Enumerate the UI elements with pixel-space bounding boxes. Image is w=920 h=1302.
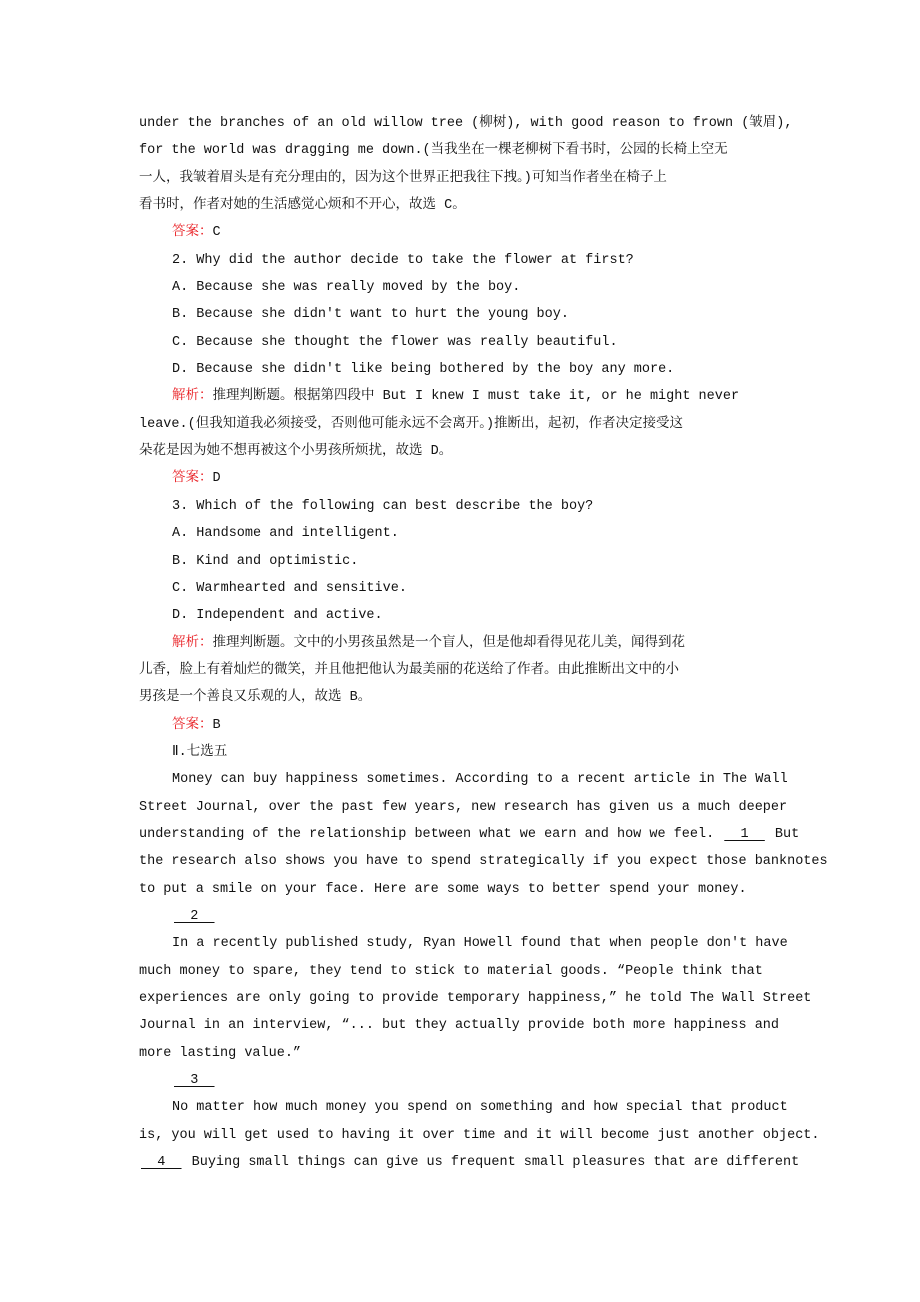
line-text: C	[212, 225, 221, 241]
text-line	[139, 493, 839, 520]
line-text: 儿香，脸上有着灿烂的微笑，并且他把他认为最美丽的花送给了作者。由此推断出文中的小	[139, 662, 679, 678]
line-text: A. Handsome and intelligent.	[172, 526, 399, 542]
text-line	[139, 1122, 839, 1149]
line-text: 看书时，作者对她的生活感觉心烦和不开心，故选 C。	[139, 198, 466, 214]
text-line	[139, 274, 839, 301]
line-text: to put a smile on your face. Here are some ways to better spend your money.	[139, 881, 747, 897]
text-line	[139, 465, 839, 492]
text-line	[139, 438, 839, 465]
text-line	[139, 110, 839, 137]
line-text: 3. Which of the following can best describe the boy?	[172, 498, 594, 514]
line-text: B. Kind and optimistic.	[172, 553, 359, 569]
line-text: D. Independent and active.	[172, 608, 383, 624]
text-line	[139, 356, 839, 383]
text-line	[139, 630, 839, 657]
line-text: No matter how much money you spend on something and how special that product	[172, 1100, 788, 1116]
text-line	[139, 930, 839, 957]
answer-label: 答案：	[172, 717, 213, 733]
text-line	[139, 985, 839, 1012]
text-line	[139, 1094, 839, 1121]
line-text: B	[212, 717, 221, 733]
text-line	[139, 219, 839, 246]
line-text: C. Because she thought the flower was really beautiful.	[172, 334, 618, 350]
line-text: 男孩是一个善良又乐观的人，故选 B。	[139, 690, 372, 706]
line-text: Money can buy happiness sometimes. According to a recent article in The Wall	[172, 772, 788, 788]
text-line	[139, 794, 839, 821]
line-text: experiences are only going to provide temporary happiness,” he told The Wall Street	[139, 991, 812, 1006]
text-line	[139, 383, 839, 410]
line-text: 一人，我皱着眉头是有充分理由的，因为这个世界正把我往下拽。)可知当作者坐在椅子上	[139, 170, 667, 186]
blank-number: 2	[174, 908, 215, 924]
text-line	[139, 548, 839, 575]
text-line	[139, 821, 839, 848]
text-line	[139, 329, 839, 356]
line-text: under the branches of an old willow tree (柳树), with good reason to frown (皱眉),	[139, 116, 793, 131]
text-line	[139, 301, 839, 328]
line-text: Buying small things can give us frequent small pleasures that are different	[183, 1155, 800, 1171]
text-line	[139, 165, 839, 192]
text-line	[139, 684, 839, 711]
text-line	[139, 1149, 839, 1176]
text-line	[139, 1012, 839, 1039]
text-line	[139, 1067, 839, 1094]
text-line	[139, 575, 839, 602]
text-line	[139, 657, 839, 684]
text-line	[139, 411, 839, 438]
blank-number: 3	[174, 1073, 215, 1089]
line-text: for the world was dragging me down.(当我坐在一棵老柳树下看书时，公园的长椅上空无	[139, 143, 728, 159]
text-line	[139, 137, 839, 164]
line-text: B. Because she didn't want to hurt the young boy.	[172, 307, 569, 323]
text-line	[139, 739, 839, 766]
line-text: leave.(但我知道我必须接受，否则他可能永远不会离开。)推断出，起初，作者决定接受这	[139, 416, 684, 432]
line-text: In a recently published study, Ryan Howell found that when people don't have	[172, 936, 788, 952]
line-text: the research also shows you have to spend strategically if you expect those banknotes	[139, 854, 828, 870]
text-line	[139, 1040, 839, 1067]
text-line	[139, 192, 839, 219]
line-text: is, you will get used to having it over time and it will become just another object.	[139, 1127, 820, 1143]
document-page	[139, 110, 839, 1176]
line-text: much money to spare, they tend to stick to material goods. “People think that	[139, 963, 763, 979]
answer-label: 解析：	[172, 635, 213, 651]
text-line	[139, 712, 839, 739]
line-text: Street Journal, over the past few years, new research has given us a much deeper	[139, 799, 788, 815]
line-text: 2. Why did the author decide to take the flower at first?	[172, 252, 634, 268]
line-text: 朵花是因为她不想再被这个小男孩所烦扰，故选 D。	[139, 444, 453, 460]
line-text: 推理判断题。根据第四段中 But I knew I must take it, or he might never	[212, 389, 740, 405]
answer-label: 答案：	[172, 225, 213, 241]
line-text: D. Because she didn't like being bothered by the boy any more.	[172, 362, 675, 378]
line-text: more lasting value.”	[139, 1045, 302, 1061]
text-line	[139, 876, 839, 903]
text-line	[139, 848, 839, 875]
text-line	[139, 958, 839, 985]
answer-label: 答案：	[172, 471, 213, 487]
text-line	[139, 602, 839, 629]
text-line	[139, 903, 839, 930]
text-line	[139, 247, 839, 274]
line-text: 推理判断题。文中的小男孩虽然是一个盲人，但是他却看得见花儿美，闻得到花	[212, 635, 685, 651]
line-text: Journal in an interview, “... but they actually provide both more happiness and	[139, 1018, 780, 1034]
line-text: But	[766, 826, 800, 842]
text-line	[139, 520, 839, 547]
line-text: C. Warmhearted and sensitive.	[172, 580, 407, 596]
text-line	[139, 766, 839, 793]
line-text: A. Because she was really moved by the boy.	[172, 280, 521, 296]
line-text: Ⅱ.七选五	[172, 744, 228, 760]
answer-label: 解析：	[172, 389, 213, 405]
blank-number: 1	[724, 826, 765, 842]
line-text: understanding of the relationship between what we earn and how we feel.	[139, 826, 723, 842]
blank-number: 4	[141, 1155, 182, 1171]
line-text: D	[212, 471, 221, 487]
